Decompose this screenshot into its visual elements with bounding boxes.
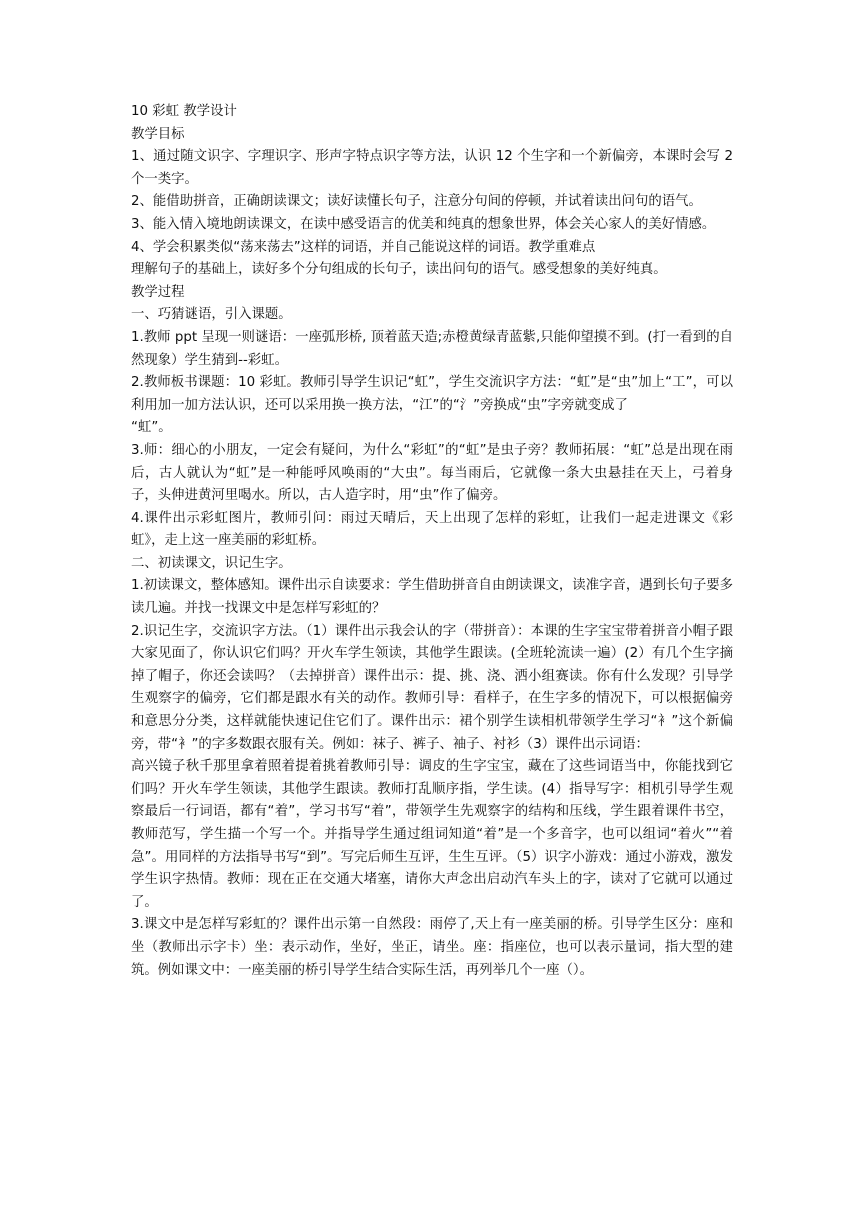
step-2-3: 3.课文中是怎样写彩虹的？课件出示第一自然段：雨停了,天上有一座美丽的桥。引导学生区分：座和坐（教师出示字卡）坐：表示动作，坐好，坐正，请坐。座：指座位，也可以表示量词，指大型的建筑。例如课文中：一座美丽的桥引导学生结合实际生活，再列举几个一座（）。 [131, 917, 733, 978]
step-heading-1: 一、巧猜谜语，引入课题。 [131, 307, 292, 323]
step-1-2-continued: “虹”。 [131, 420, 172, 436]
step-2-2: 2.识记生字，交流识字方法。（1）课件出示我会认的字（带拼音）：本课的生字宝宝带着拼音小帽子跟大家见面了，你认识它们吗？开火车学生领读，其他学生跟读。(全班轮流读一遍）(2）有几个生字摘掉了帽子，你还会读吗？（去掉拼音）课件出示：提、挑、浇、洒小组赛读。你有什么发现？引导学生观察字的偏旁，它们都是跟水有关的动作。教师引导：看样子，在生字多的情况下，可以根据偏旁和意思分分类，这样就能快速记住它们了。课件出示：裙个别学生读相机带领学生学习“衤”这个新偏旁，带“衤”的字多数跟衣服有关。例如：袜子、裤子、袖子、衬衫（3）课件出示词语： [131, 623, 733, 752]
section-heading-process: 教学过程 [131, 284, 185, 300]
objective-1: 1、通过随文识字、字理识字、形声字特点识字等方法，认识 12 个生字和一个新偏旁，本课时会写 2 个一类字。 [131, 149, 733, 187]
objective-4: 4、学会积累类似“荡来荡去”这样的词语，并自己能说这样的词语。教学重难点 [131, 239, 596, 255]
step-2-2-continued: 高兴镜子秋千那里拿着照着提着挑着教师引导：调皮的生字宝宝，藏在了这些词语当中，你能找到它们吗？开火车学生领读，其他学生跟读。教师打乱顺序指，学生读。(4）指导写字：相机引导学生观察最后一行词语，都有“着”，学习书写“着”，带领学生先观察字的结构和压线，学生跟着课件书空，教师范写，学生描一个写一个。并指导学生通过组词知道“着”是一个多音字，也可以组词“着火”“着急”。用同样的方法指导书写“到”。写完后师生互评，生生互评。（5）识字小游戏：通过小游戏，激发学生识字热情。教师：现在正在交通大堵塞，请你大声念出启动汽车头上的字，读对了它就可以通过了。 [131, 759, 733, 910]
section-heading-objectives: 教学目标 [131, 126, 185, 142]
step-2-1: 1.初读课文，整体感知。课件出示自读要求：学生借助拼音自由朗读课文，读准字音，遇到长句子要多读几遍。并找一找课文中是怎样写彩虹的？ [131, 578, 733, 617]
key-difficulties: 理解句子的基础上，读好多个分句组成的长句子，读出问句的语气。感受想象的美好纯真。 [131, 262, 667, 278]
document-page [131, 101, 733, 982]
objective-3: 3、能入情入境地朗读课文，在读中感受语言的优美和纯真的想象世界，体会关心家人的美好情感。 [131, 216, 716, 232]
objective-2: 2、能借助拼音，正确朗读课文；读好读懂长句子，注意分句间的停顿，并试着读出问句的语气。 [131, 194, 702, 210]
step-1-4: 4.课件出示彩虹图片，教师引问：雨过天晴后，天上出现了怎样的彩虹，让我们一起走进课文《彩虹》，走上这一座美丽的彩虹桥。 [131, 510, 733, 549]
step-1-2: 2.教师板书课题：10 彩虹。教师引导学生识记“虹”，学生交流识字方法：“虹”是“虫”加上“工”，可以利用加一加方法认识，还可以采用换一换方法，“江”的“氵”旁换成“虫”字旁就变成了 [131, 375, 733, 413]
document-title: 10 彩虹 教学设计 [131, 104, 237, 119]
step-heading-2: 二、初读课文，识记生字。 [131, 555, 292, 571]
step-1-1: 1.教师 ppt 呈现一则谜语：一座弧形桥, 顶着蓝天造;赤橙黄绿青蓝紫,只能仰望摸不到。(打一看到的自然现象）学生猜到--彩虹。 [131, 329, 733, 368]
step-1-3: 3.师：细心的小朋友，一定会有疑问，为什么“彩虹”的“虹”是虫子旁？教师拓展：“虹”总是出现在雨后，古人就认为“虹”是一种能呼风唤雨的“大虫”。每当雨后，它就像一条大虫悬挂在天上，弓着身子，头伸进黄河里喝水。所以，古人造字时，用“虫”作了偏旁。 [131, 442, 733, 504]
